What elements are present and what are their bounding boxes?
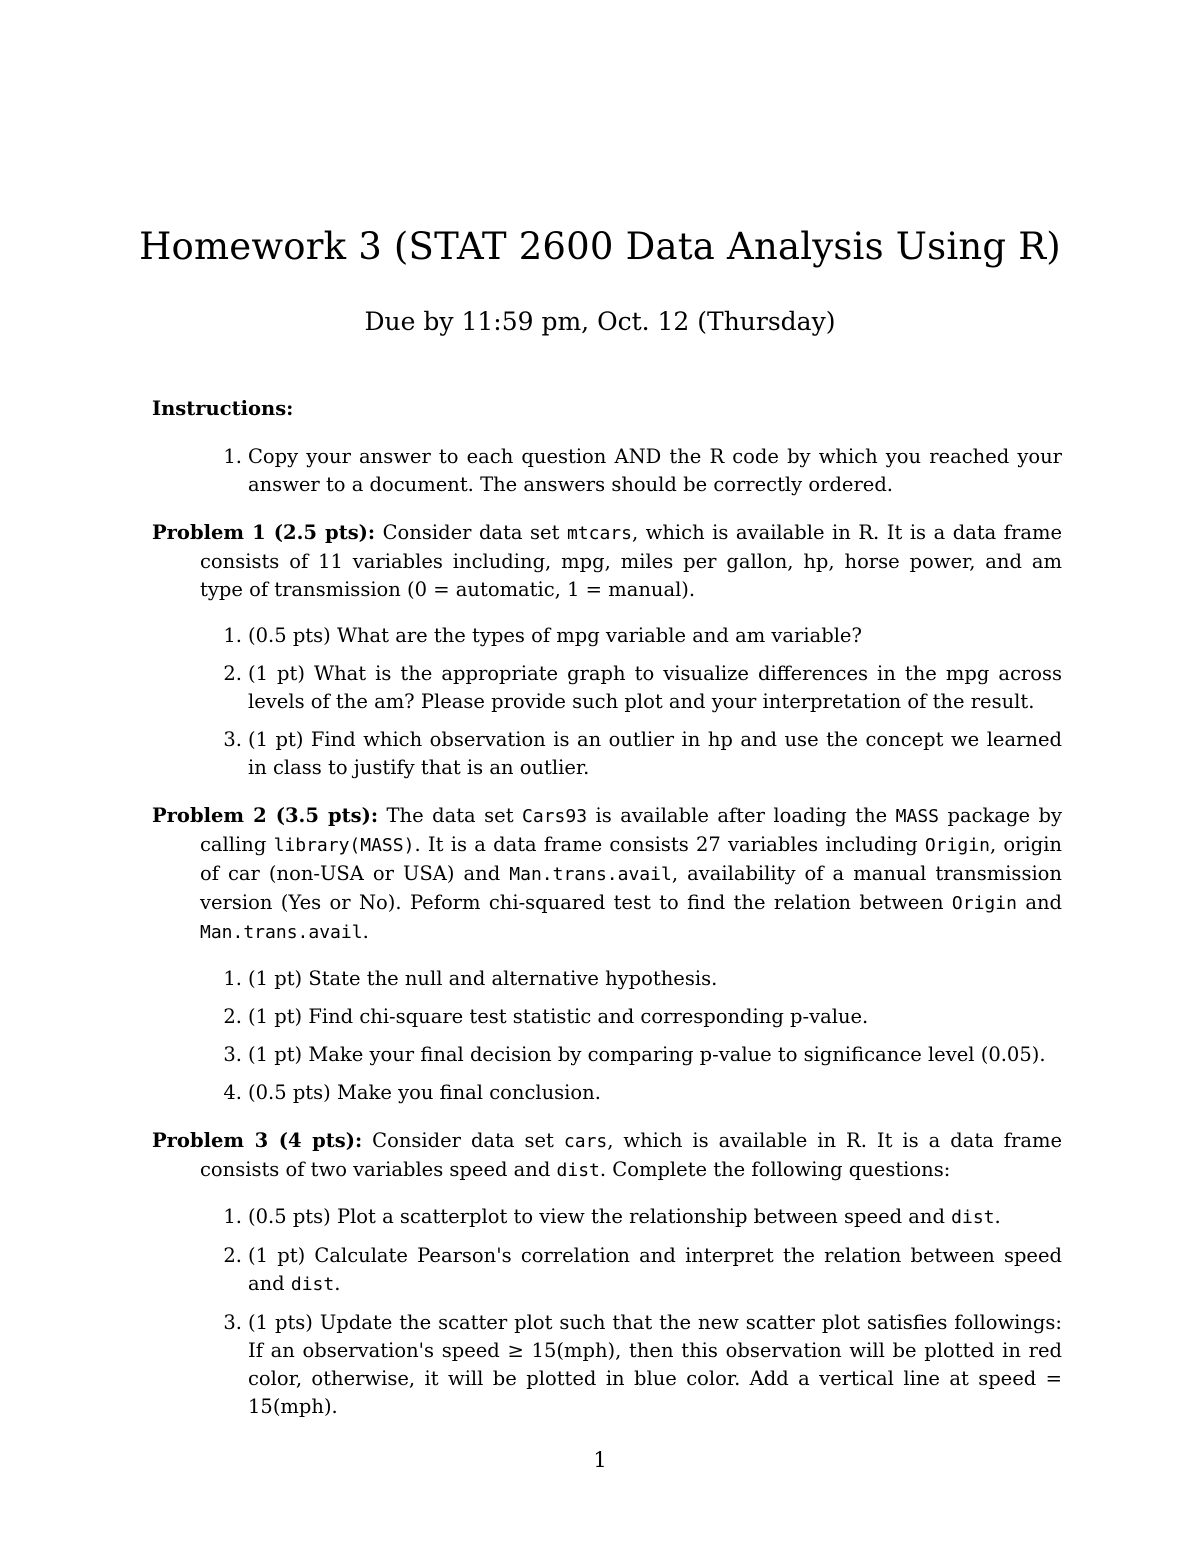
problem-1-label: Problem 1 (2.5 pts): [152,521,376,544]
item-number: 1. [223,1205,242,1228]
item-number: 4. [223,1081,242,1104]
text-run: . It is a data frame consists 27 variables including [414,833,925,856]
text-run: . Complete the following questions: [599,1158,951,1181]
document-title: Homework 3 (STAT 2600 Data Analysis Using R) [139,225,1061,268]
code-run: dist [951,1207,995,1228]
code-run: dist [556,1160,600,1181]
item-text: (1 pt) Make your final decision by comparing p-value to significance level (0.05). [248,1043,1046,1066]
problem-3-questions [152,1203,1062,1421]
text-run: , availability of a manual transmission version (Yes or No). Peform chi-squared test to find the relation between [200,862,1062,914]
code-run: library(MASS) [273,835,415,856]
code-run: cars [563,1131,608,1152]
list-item [152,443,1062,499]
item-number: 3. [223,1043,242,1066]
list-item [152,1203,1062,1232]
code-run: MASS [895,806,940,827]
list-item [152,622,1062,650]
text-run: , which is available in R. It is a data frame consists of two variables speed and [200,1129,1062,1181]
item-text: (0.5 pts) Make you final conclusion. [248,1081,601,1104]
code-run: Origin [951,893,1017,914]
list-item [152,1079,1062,1107]
code-run: Cars93 [522,806,588,827]
instructions-list [152,443,1062,499]
problem-1-statement [152,519,1062,604]
problem-2-statement [152,802,1062,947]
list-item [152,726,1062,782]
text-run: package by calling [200,804,1062,856]
code-run: dist [290,1274,335,1295]
item-number: 2. [223,1244,242,1267]
item-number: 1. [223,445,242,468]
text-run: , origin of car (non-USA or USA) and [200,833,1062,885]
list-item [152,660,1062,716]
item-number: 1. [223,967,242,990]
text-run: , which is available in R. It is a data frame consists of 11 variables including, mpg, miles per gallon, hp, horse power, and am type of transmission (0 = automatic, 1 = manual). [200,521,1063,601]
code-run: Man.trans.avail [509,864,672,885]
list-item [152,1003,1062,1031]
instructions-heading: Instructions: [152,397,294,420]
text-run: Consider data set [362,1129,564,1152]
page-number: 1 [593,1448,607,1472]
problem-1-questions [152,622,1062,782]
code-run: Man.trans.avail [200,922,363,943]
item-number: 2. [223,1005,242,1028]
item-text: (1 pt) State the null and alternative hypothesis. [248,967,718,990]
item-number: 3. [223,728,242,751]
list-item [152,965,1062,993]
code-run: mtcars [566,523,632,544]
item-text: (0.5 pts) Plot a scatterplot to view the relationship between speed and [248,1205,952,1228]
item-number: 1. [223,624,242,647]
item-text: (1 pt) What is the appropriate graph to visualize differences in the mpg across levels of the am? Please provide such plot and your interpretation of the result. [248,662,1062,713]
item-text: (1 pt) Calculate Pearson's correlation and interpret the relation between speed and [248,1244,1062,1295]
item-number: 2. [223,662,242,685]
item-text: (1 pt) Find which observation is an outlier in hp and use the concept we learned in class to justify that is an outlier. [248,728,1062,779]
text-run: The data set [378,804,523,827]
problem-2-label: Problem 2 (3.5 pts): [152,804,379,827]
item-text: Copy your answer to each question AND the R code by which you reached your answer to a document. The answers should be correctly ordered. [248,445,1062,496]
document-body [152,395,1062,1421]
text-run: is available after loading the [587,804,896,827]
text-run: Consider data set [375,521,567,544]
code-run: Origin [924,835,990,856]
list-item [152,1309,1062,1421]
list-item [152,1041,1062,1069]
item-number: 3. [223,1311,242,1334]
item-text: (1 pts) Update the scatter plot such that the new scatter plot satisfies followings: If an observation's speed ≥ 15(mph), then this observation will be plotted in red color, otherwise, it will be plotted in blue color. Add a vertical line at speed = 15(mph). [248,1311,1062,1418]
item-text: (1 pt) Find chi-square test statistic and corresponding p-value. [248,1005,869,1028]
due-date: Due by 11:59 pm, Oct. 12 (Thursday) [364,307,836,336]
text-run: . [334,1272,341,1295]
problem-3-statement [152,1127,1062,1185]
problem-2-questions [152,965,1062,1107]
item-text: (0.5 pts) What are the types of mpg variable and am variable? [248,624,862,647]
list-item [152,1242,1062,1299]
text-run: and [1016,891,1062,914]
text-run: . [362,920,369,943]
problem-3-label: Problem 3 (4 pts): [152,1129,363,1152]
text-run: . [994,1205,1001,1228]
